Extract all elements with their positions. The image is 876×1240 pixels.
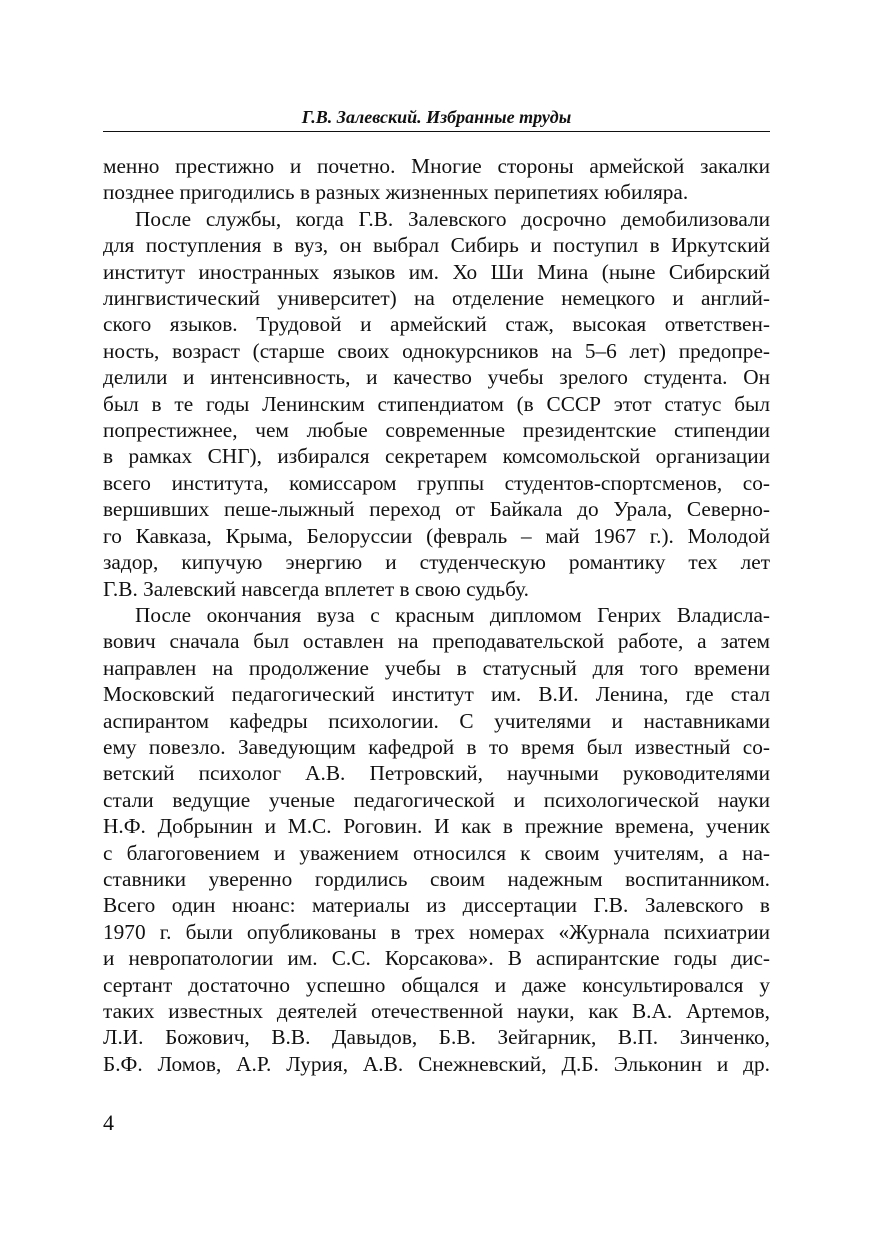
text-line: с благоговением и уважением относился к своим учителям, а на- [103, 840, 770, 865]
text-line: таких известных деятелей отечественной науки, как В.А. Артемов, [103, 999, 770, 1023]
text-line: стали ведущие ученые педагогической и психологической науки [103, 787, 770, 812]
text-line: Г.В. Залевский навсегда вплетет в свою судьбу. [103, 576, 529, 601]
text-line: Всего один нюанс: материалы из диссертации Г.В. Залевского в [103, 893, 770, 918]
text-line: Московский педагогический институт им. В.И. Ленина, где стал [103, 682, 770, 707]
text-line: вович сначала был оставлен на преподавательской работе, а затем [103, 629, 770, 654]
text-line: Б.Ф. Ломов, А.Р. Лурия, А.В. Снежневский, Д.Б. Эльконин и др. [103, 1051, 770, 1076]
running-header: Г.В. Залевский. Избранные труды [301, 107, 572, 127]
body-text [103, 153, 770, 1077]
text-line: Н.Ф. Добрынин и М.С. Роговин. И как в прежние времена, ученик [103, 814, 770, 839]
text-line: вершивших пеше-лыжный переход от Байкала до Урала, Северно- [103, 497, 770, 522]
text-line: и невропатологии им. С.С. Корсакова». В аспирантские годы дис- [103, 946, 770, 971]
text-line: институт иностранных языков им. Хо Ши Мина (ныне Сибирский [103, 259, 770, 284]
text-line: аспирантом кафедры психологии. С учителями и наставниками [103, 708, 770, 733]
text-line: После окончания вуза с красным дипломом Генрих Владисла- [135, 602, 770, 627]
header-rule [103, 131, 770, 132]
text-line: ского языков. Трудовой и армейский стаж, высокая ответствен- [103, 312, 770, 337]
text-line: задор, кипучую энергию и студенческую романтику тех лет [103, 550, 770, 575]
text-line: менно престижно и почетно. Многие стороны армейской закалки [103, 154, 770, 178]
text-line: После службы, когда Г.В. Залевского досрочно демобилизовали [135, 206, 770, 231]
text-line: для поступления в вуз, он выбрал Сибирь и поступил в Иркутский [103, 233, 770, 258]
text-line: делили и интенсивность, и качество учебы зрелого студента. Он [103, 365, 770, 390]
text-line: всего института, комиссаром группы студентов-спортсменов, со- [103, 470, 770, 495]
text-line: лингвистический университет) на отделение немецкого и англий- [103, 286, 770, 311]
text-line: Л.И. Божович, В.В. Давыдов, Б.В. Зейгарник, В.П. Зинченко, [103, 1025, 770, 1050]
text-line: сертант достаточно успешно общался и даже консультировался у [103, 972, 770, 997]
text-line: был в те годы Ленинским стипендиатом (в СССР этот статус был [103, 391, 770, 416]
text-line: позднее пригодились в разных жизненных перипетиях юбиляра. [103, 180, 689, 205]
text-line: 1970 г. были опубликованы в трех номерах «Журнала психиатрии [103, 919, 770, 944]
text-line: в рамках СНГ), избирался секретарем комсомольской организации [103, 444, 770, 469]
text-line: го Кавказа, Крыма, Белоруссии (февраль – май 1967 г.). Молодой [103, 523, 770, 548]
page-number: 4 [103, 1110, 114, 1135]
text-line: направлен на продолжение учебы в статусный для того времени [103, 655, 770, 680]
text-line: ему повезло. Заведующим кафедрой в то время был известный со- [103, 734, 770, 759]
text-line: ветский психолог А.В. Петровский, научными руководителями [103, 761, 770, 786]
text-line: ставники уверенно гордились своим надежным воспитанником. [103, 866, 770, 891]
text-line: ность, возраст (старше своих однокурсников на 5–6 лет) предопре- [103, 338, 770, 363]
text-line: попрестижнее, чем любые современные президентские стипендии [103, 418, 770, 443]
